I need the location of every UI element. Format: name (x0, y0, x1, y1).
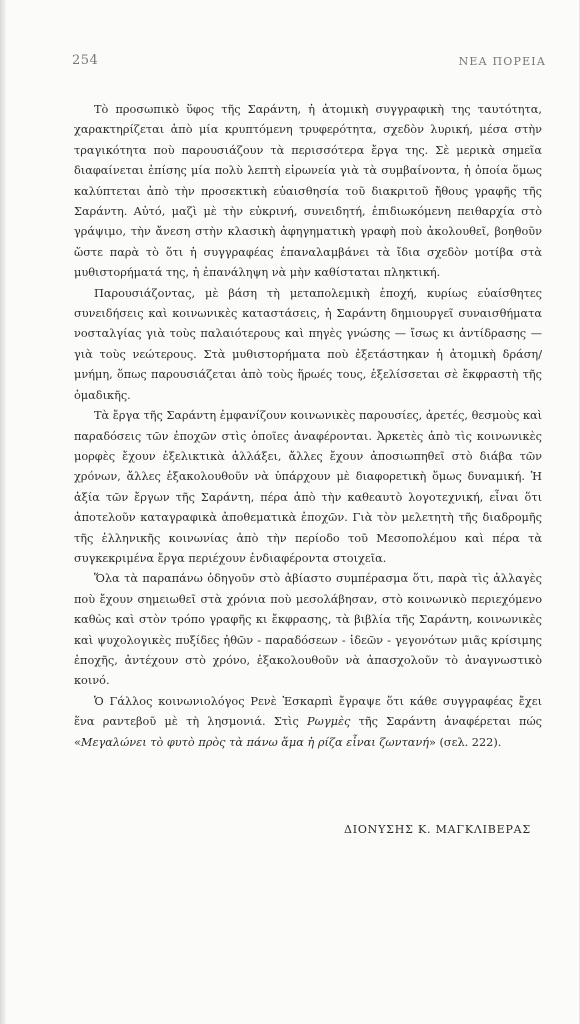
paragraph-1: Τὸ προσωπικὸ ὕφος τῆς Σαράντη, ἡ ἀτομικὴ συγγραφικὴ της ταυτότητα, χαρακτηρίζεται ἀπὸ μία κρυπτόμενη τρυφερότητα, σχεδὸν λυρική, μέσα στὴν τραγικότητα ποὺ παρουσιάζουν τὰ περισσότερα ἔργα της. Σὲ μερικὰ σημεῖα διαφαίνεται ἐπίσης μία πολὺ λεπτὴ εἰρωνεία γιὰ τὰ συμβαίνοντα, ἡ ὁποία ὅμως καλύπτεται ἀπὸ τὴν προσεκτικὴ εὐαισθησία τοῦ διακριτοῦ ἤθους γραφῆς τῆς Σαράντη. Αὐτό, μαζὶ μὲ τὴν εὐκρινή, συνειδητή, ἐπιδιωκόμενη πειθαρχία στὸ γράψιμο, τὴν ἄνεση στὴν κλασικὴ ἀφηγηματικὴ γραφὴ ποὺ ἀκολουθεῖ, βοηθοῦν ὥστε παρὰ τὸ ὅτι ἡ συγγραφέας ἐπαναλαμβάνει τὰ ἴδια σχεδὸν μοτίβα στὰ μυθιστορήματά της, ἡ ἐπανάληψη νὰ μὴν καθίσταται πληκτική. (74, 103, 542, 280)
paragraph-4: Ὅλα τὰ παραπάνω ὁδηγοῦν στὸ ἀβίαστο συμπέρασμα ὅτι, παρὰ τὶς ἀλλαγὲς ποὺ ἔχουν σημειωθεῖ στὰ χρόνια ποὺ μεσολάβησαν, στὸ κοινωνικὸ περιεχόμενο καθὼς καὶ στὸν τρόπο γραφῆς κι ἔκφρασης, τὰ βιβλία τῆς Σαράντη, κοινωνικὲς καὶ ψυχολογικὲς πυξίδες ἠθῶν - παραδόσεων - ἰδεῶν - γεγονότων μιᾶς κρίσιμης ἐποχῆς, ἀντέχουν στὸ χρόνο, ἐξακολουθοῦν νὰ ἀπασχολοῦν τὸ ἀναγνωστικὸ κοινό. (74, 572, 542, 688)
paragraph-2: Παρουσιάζοντας, μὲ βάση τὴ μεταπολεμικὴ ἐποχή, κυρίως εὐαίσθητες συνειδήσεις καὶ κοινωνικὲς καταστάσεις, ἡ Σαράντη δημιουργεῖ συναισθήματα νοσταλγίας γιὰ τοὺς παλαιότερους καὶ πηγὲς γνώσης — ἴσως κι ἀντίδρασης — γιὰ τοὺς νεώτερους. Στὰ μυθιστορήματα ποὺ ἐξετάστηκαν ἡ ἀτομικὴ δράση/μνήμη, ὅπως παρουσιάζεται ἀπὸ τοὺς ἥρωές τους, ἐξελίσσεται σὲ ἔκφραστὴ τῆς ὁμαδικῆς. (74, 286, 542, 402)
article-body (74, 100, 542, 753)
closing-lead: Ὁ Γάλλος κοινωνιολόγος Ρενὲ Ἐσκαρπὶ ἔγραψε ὅτι κάθε συγγραφέας ἔχει ἕνα ραντεβοῦ μὲ τὴ λησμονιά. Στὶς (74, 694, 542, 729)
book-title: Ρωγμὲς (307, 715, 351, 729)
page-number: 254 (72, 53, 99, 68)
paragraph-5 (74, 692, 542, 753)
running-title: ΝΕΑ ΠΟΡΕΙΑ (458, 55, 546, 68)
quotation: Μεγαλώνει τὸ φυτὸ πρὸς τὰ πάνω ἅμα ἡ ρίζα εἶναι ζωντανή (80, 735, 429, 749)
closing-mid: τῆς Σαράντη ἀναφέρεται πώς « (74, 715, 542, 749)
author-signature: ΔΙΟΝΥΣΗΣ Κ. ΜΑΓΚΛΙΒΕΡΑΣ (343, 823, 531, 836)
page-gutter-shadow (0, 0, 6, 1024)
closing-tail: » (σελ. 222). (428, 735, 502, 749)
paragraph-3: Τὰ ἔργα τῆς Σαράντη ἐμφανίζουν κοινωνικὲς παρουσίες, ἀρετές, θεσμοὺς καὶ παραδόσεις τῶν ἐποχῶν στὶς ὁποῖες ἀναφέρονται. Ἀρκετὲς ἀπὸ τὶς κοινωνικὲς μορφὲς ἔχουν ἐξελικτικὰ ἀλλάξει, ἄλλες ἔχουν ἀποσιωπηθεῖ στὸ διάβα τῶν χρόνων, ἄλλες ἐξακολουθοῦν νὰ ὑπάρχουν μὲ διαφορετικὴ ὅμως δυναμική. Ἡ ἀξία τῶν ἔργων τῆς Σαράντη, πέρα ἀπὸ τὴν καθεαυτὸ λογοτεχνική, εἶναι ὅτι ἀποτελοῦν καταγραφικὰ ἀποθεματικὰ ἐποχῶν. Γιὰ τὸν μελετητὴ τῆς διαδρομῆς τῆς ἑλληνικῆς κοινωνίας ἀπὸ τὴν περίοδο τοῦ Μεσοπολέμου καὶ πέρα τὰ συγκεκριμένα ἔργα περιέχουν ἐνδιαφέροντα στοιχεῖα. (74, 409, 542, 565)
